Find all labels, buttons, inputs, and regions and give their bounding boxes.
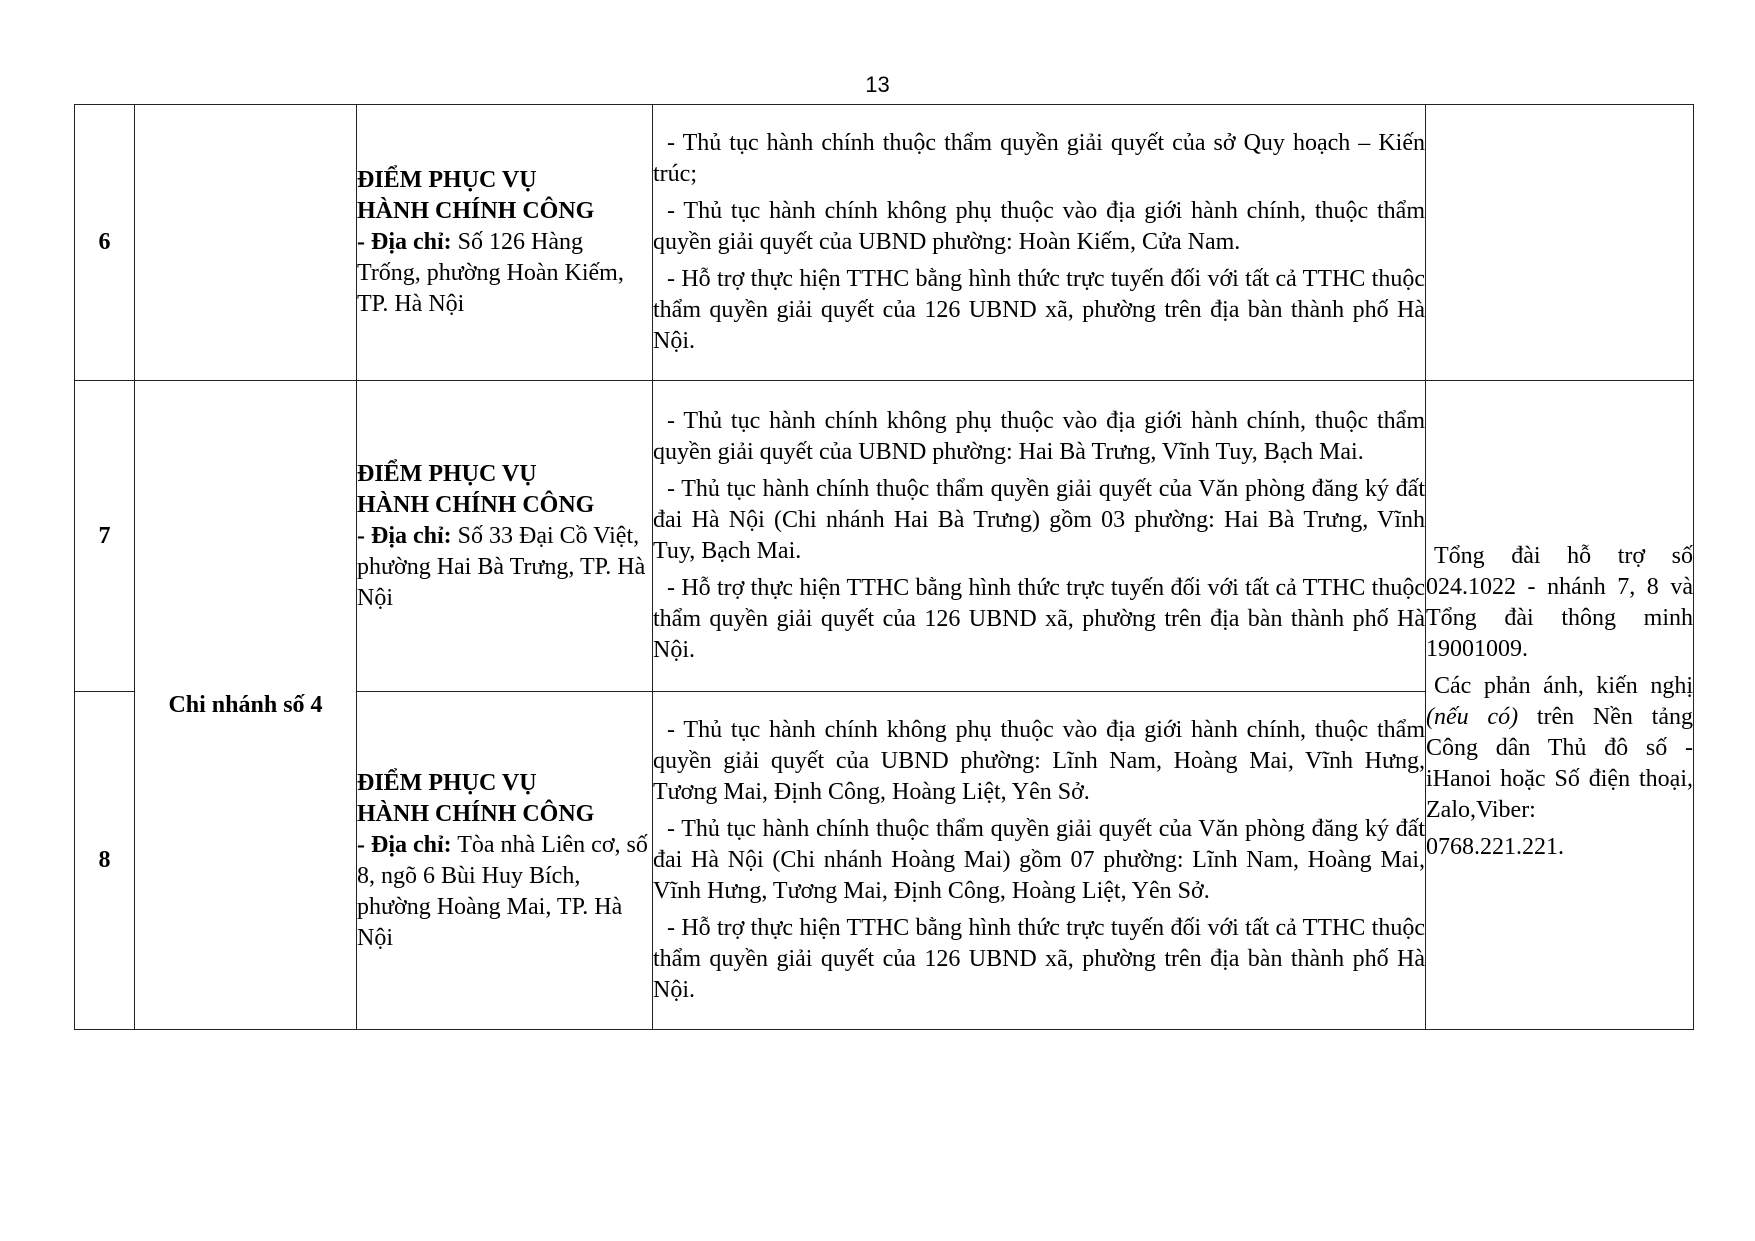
procedure-item: - Thủ tục hành chính không phụ thuộc vào địa giới hành chính, thuộc thẩm quyền giải quyết của UBND phường: Lĩnh Nam, Hoàng Mai, Vĩnh Hưng, Tương Mai, Định Công, Hoàng Liệt, Yên Sở.: [653, 717, 1425, 805]
row-number: 8: [75, 692, 135, 1030]
address-text: Số 126 Hàng Trống, phường Hoàn Kiếm, TP. Hà Nội: [357, 229, 624, 317]
procedure-content-cell: [653, 381, 1426, 692]
procedure-item: - Thủ tục hành chính thuộc thẩm quyền giải quyết của Văn phòng đăng ký đất đai Hà Nội (Chi nhánh Hoàng Mai) gồm 07 phường: Lĩnh Nam, Hoàng Mai, Vĩnh Hưng, Tương Mai, Định Công, Hoàng Liệt, Yên Sở.: [653, 816, 1425, 904]
procedure-content-cell: [653, 692, 1426, 1030]
address-label: - Địa chỉ:: [357, 831, 452, 858]
service-point-cell: [357, 692, 653, 1030]
branch-cell-empty: [135, 105, 357, 381]
service-point-address: [357, 521, 652, 614]
hotline-text: Tổng đài hỗ trợ số 024.1022 - nhánh 7, 8 và Tổng đài thông minh 19001009.: [1426, 543, 1693, 662]
procedure-item: - Thủ tục hành chính không phụ thuộc vào địa giới hành chính, thuộc thẩm quyền giải quyết của UBND phường: Hai Bà Trưng, Vĩnh Tuy, Bạch Mai.: [653, 408, 1425, 465]
procedure-content-cell: [653, 105, 1426, 381]
service-point-address: [357, 830, 652, 954]
service-point-title: ĐIỂM PHỤC VỤ HÀNH CHÍNH CÔNG: [357, 460, 595, 518]
address-text: Số 33 Đại Cồ Việt, phường Hai Bà Trưng, TP. Hà Nội: [357, 522, 646, 611]
address-label: - Địa chỉ:: [357, 229, 452, 255]
note-cell-empty: [1426, 105, 1694, 381]
phone-number: 0768.221.221.: [1426, 834, 1564, 860]
table-row: [75, 105, 1694, 381]
service-point-address: [357, 227, 652, 320]
row-number: 6: [75, 105, 135, 381]
feedback-text: Các phản ánh, kiến nghị (nếu có) trên Nền tảng Công dân Thủ đô số - iHanoi hoặc Số điện thoại, Zalo,Viber:: [1426, 673, 1693, 823]
service-point-title: ĐIỂM PHỤC VỤ HÀNH CHÍNH CÔNG: [357, 769, 595, 827]
procedure-item: - Hỗ trợ thực hiện TTHC bằng hình thức trực tuyến đối với tất cả TTHC thuộc thẩm quyền giải quyết của 126 UBND xã, phường trên địa bàn thành phố Hà Nội.: [653, 575, 1425, 663]
procedure-item: - Thủ tục hành chính thuộc thẩm quyền giải quyết của sở Quy hoạch – Kiến trúc;: [653, 130, 1425, 187]
table-row: [75, 381, 1694, 692]
procedure-item: - Thủ tục hành chính thuộc thẩm quyền giải quyết của Văn phòng đăng ký đất đai Hà Nội (Chi nhánh Hai Bà Trưng) gồm 03 phường: Hai Bà Trưng, Vĩnh Tuy, Bạch Mai.: [653, 476, 1425, 564]
service-point-title: ĐIỂM PHỤC VỤ HÀNH CHÍNH CÔNG: [357, 167, 595, 224]
row-number: 7: [75, 381, 135, 692]
service-points-table: [74, 104, 1694, 1030]
service-point-cell: [357, 105, 653, 381]
procedure-item: - Hỗ trợ thực hiện TTHC bằng hình thức trực tuyến đối với tất cả TTHC thuộc thẩm quyền giải quyết của 126 UBND xã, phường trên địa bàn thành phố Hà Nội.: [653, 266, 1425, 354]
page-number: 13: [865, 72, 890, 97]
branch-name: Chi nhánh số 4: [135, 381, 357, 1030]
procedure-item: - Hỗ trợ thực hiện TTHC bằng hình thức trực tuyến đối với tất cả TTHC thuộc thẩm quyền giải quyết của 126 UBND xã, phường trên địa bàn thành phố Hà Nội.: [653, 915, 1425, 1003]
procedure-item: - Thủ tục hành chính không phụ thuộc vào địa giới hành chính, thuộc thẩm quyền giải quyết của UBND phường: Hoàn Kiếm, Cửa Nam.: [653, 198, 1425, 255]
address-label: - Địa chỉ:: [357, 522, 452, 549]
service-point-cell: [357, 381, 653, 692]
address-text: Tòa nhà Liên cơ, số 8, ngõ 6 Bùi Huy Bích, phường Hoàng Mai, TP. Hà Nội: [357, 831, 648, 951]
support-note-cell: [1426, 381, 1694, 1030]
